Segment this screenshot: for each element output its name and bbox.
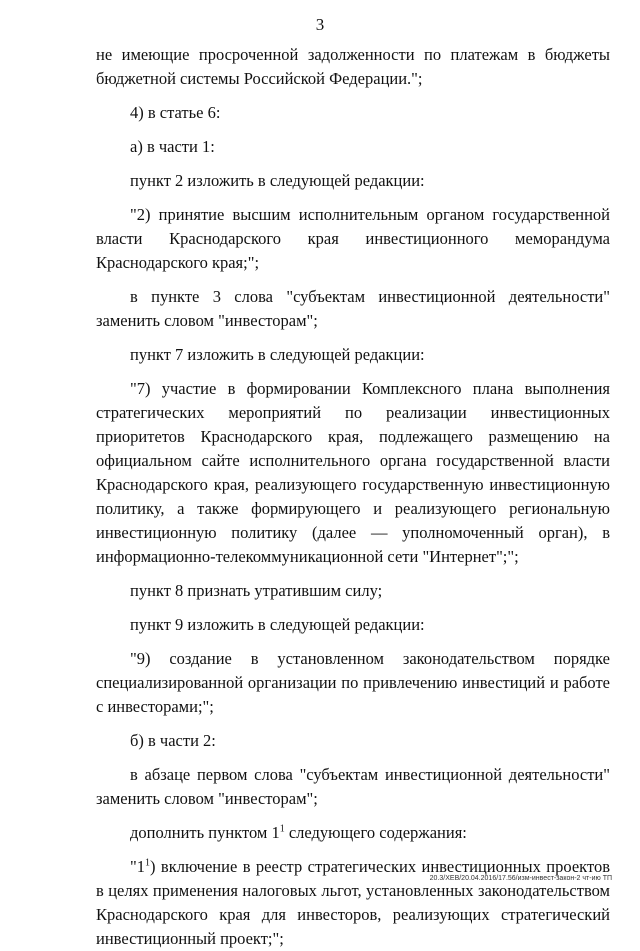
paragraph-15 <box>96 855 610 951</box>
paragraph-3: а) в части 1: <box>130 137 215 156</box>
paragraph-2: 4) в статье 6: <box>130 103 221 122</box>
paragraph-6: в пункте 3 слова "субъектам инвестиционной деятельности" заменить словом "инвесторам"; <box>96 287 610 330</box>
paragraph-10: пункт 9 изложить в следующей редакции: <box>130 615 425 634</box>
paragraph-4: пункт 2 изложить в следующей редакции: <box>130 171 425 190</box>
paragraph-15-text: "1 <box>130 857 145 876</box>
paragraph-5: "2) принятие высшим исполнительным органом государственной власти Краснодарского края инвестиционного меморандума Краснодарского края;"; <box>96 205 610 272</box>
paragraph-1: не имеющие просроченной задолженности по платежам в бюджеты бюджетной системы Российской Федерации."; <box>96 45 610 88</box>
paragraph-12: б) в части 2: <box>130 731 216 750</box>
page-number: 3 <box>315 15 325 34</box>
paragraph-13: в абзаце первом слова "субъектам инвестиционной деятельности" заменить словом "инвесторам"; <box>96 765 610 808</box>
document-footer-code: 20.3/ХЕВ/20.04.2016/17.56/изм-инвест-закон-2 чт-ию ТП <box>429 875 612 882</box>
paragraph-14-tail: следующего содержания: <box>284 823 467 842</box>
paragraph-14-text: дополнить пунктом 1 <box>130 823 280 842</box>
paragraph-9: пункт 8 признать утратившим силу; <box>130 581 383 600</box>
document-body <box>96 43 610 951</box>
superscript-index: 1 <box>145 857 150 869</box>
paragraph-7: пункт 7 изложить в следующей редакции: <box>130 345 425 364</box>
paragraph-8: "7) участие в формировании Комплексного плана выполнения стратегических мероприятий по реализации инвестиционных приоритетов Краснодарского края, подлежащего размещению на официальном сайте исполнительного органа государственной власти Краснодарского края, реализующего государственную инвестиционную политику, а также формирующего и реализующего региональную инвестиционную политику (далее — уполномоченный орган), в информационно-телекоммуникационной сети "Интернет";"; <box>96 379 610 566</box>
superscript-index: 1 <box>279 823 285 835</box>
paragraph-11: "9) создание в установленном законодательством порядке специализированной организации по привлечению инвестиций и работе с инвесторами;"; <box>96 649 610 716</box>
paragraph-14 <box>96 821 610 845</box>
paragraph-15-tail: ) включение в реестр стратегических инвестиционных проектов в целях применения налоговых льгот, установленных законодательством Краснодарского края для инвесторов, реализующих стратегический инвестиционный проект;"; <box>96 857 610 948</box>
